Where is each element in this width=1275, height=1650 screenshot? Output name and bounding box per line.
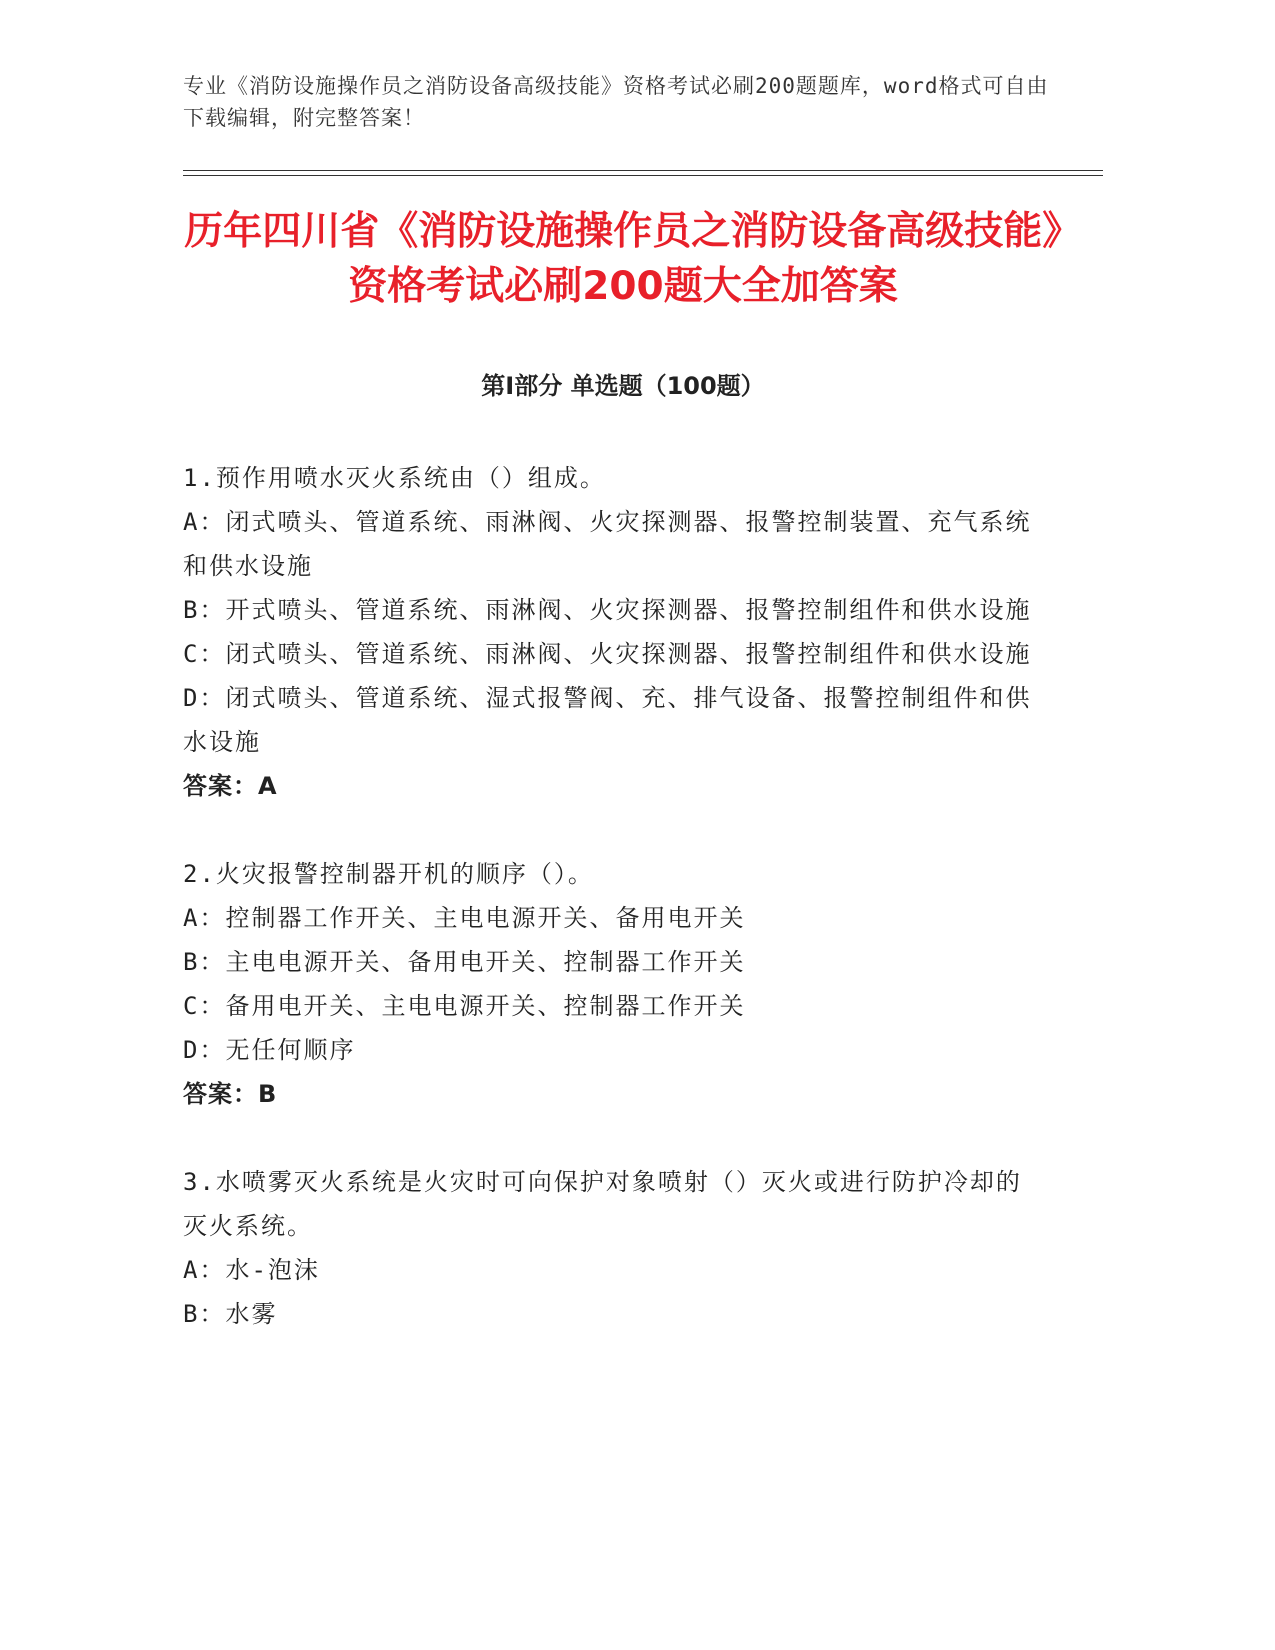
option-b: B：开式喷头、管道系统、雨淋阀、火灾探测器、报警控制组件和供水设施	[183, 596, 1032, 624]
answer-line: 答案：A	[183, 772, 278, 800]
option-a: A：闭式喷头、管道系统、雨淋阀、火灾探测器、报警控制装置、充气系统和供水设施	[183, 508, 1032, 580]
question-2	[183, 852, 1033, 1116]
question-stem: 3.水喷雾灭火系统是火灾时可向保护对象喷射（）灭火或进行防护冷却的灭火系统。	[183, 1168, 1022, 1240]
header-divider-bottom	[183, 175, 1103, 176]
section-title: 第Ⅰ部分 单选题（100题）	[481, 372, 765, 400]
option-d: D：闭式喷头、管道系统、湿式报警阀、充、排气设备、报警控制组件和供水设施	[183, 684, 1032, 756]
option-b: B：主电电源开关、备用电开关、控制器工作开关	[183, 948, 746, 976]
question-3	[183, 1160, 1033, 1336]
option-a: A：控制器工作开关、主电电源开关、备用电开关	[183, 904, 746, 932]
header-divider-top	[183, 170, 1103, 171]
option-c: C：备用电开关、主电电源开关、控制器工作开关	[183, 992, 746, 1020]
document-title: 历年四川省《消防设施操作员之消防设备高级技能》资格考试必刷200题大全加答案	[184, 209, 1062, 309]
option-a: A：水-泡沫	[183, 1256, 320, 1284]
question-stem: 2.火灾报警控制器开机的顺序（）。	[183, 860, 594, 888]
question-list	[183, 456, 1033, 1380]
option-d: D：无任何顺序	[183, 1036, 356, 1064]
header-note: 专业《消防设施操作员之消防设备高级技能》资格考试必刷200题题库，word格式可自由下载编辑，附完整答案！	[183, 74, 1049, 130]
question-1	[183, 456, 1033, 808]
option-b: B：水雾	[183, 1300, 278, 1328]
option-c: C：闭式喷头、管道系统、雨淋阀、火灾探测器、报警控制组件和供水设施	[183, 640, 1032, 668]
answer-line: 答案：B	[183, 1080, 278, 1108]
question-stem: 1.预作用喷水灭火系统由（）组成。	[183, 464, 606, 492]
